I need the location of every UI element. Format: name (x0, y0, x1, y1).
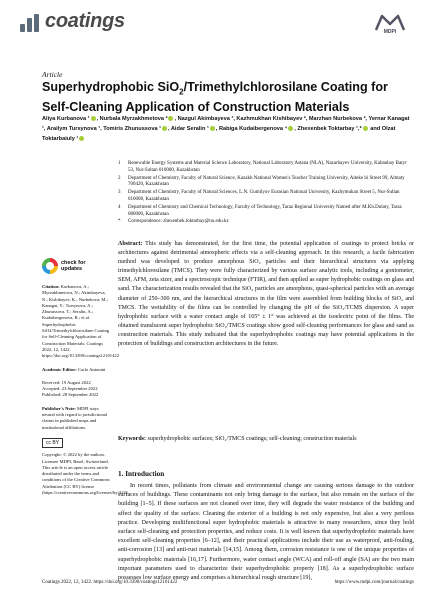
orcid-icon[interactable] (363, 126, 368, 131)
mdpi-logo-text: MDPI (383, 29, 397, 34)
orcid-icon[interactable] (210, 126, 215, 131)
author[interactable]: Kazhmukhan Kishibayev ² (236, 116, 306, 122)
citation-block: Citation: Kurbanova, A.; Myrzakhmetova, N.; Akimbayeva, N.; Kishibayev, K.; Nurbekova, M.; Kanagat, Y.; Tursynova, A.; Zhunussova, T.; Seralin, A.; Kudaibergenova, R.; et al. Superhydrophobic SiO2/Trimethylchlorosilane Coating for Self-Cleaning Application of Construction Materials. Coatings 2022, 12, 1422. https://doi.org/10.3390/coatings12101422 (42, 284, 119, 359)
journal-header (16, 10, 125, 33)
affiliation-item: 2 Department of Chemistry, Faculty of Natural Science, Kazakh National Women's Teacher Training University, Aiteke bi Street 99, Almaty 700420, Kazakhstan (118, 175, 405, 188)
orcid-icon[interactable] (91, 116, 96, 121)
accepted-date: Accepted: 23 September 2022 (42, 386, 98, 392)
check-updates-icon (42, 258, 58, 274)
author[interactable]: Marzhan Nurbekova ² (308, 116, 366, 122)
author[interactable]: Arailym Tursynova ¹ (46, 126, 101, 132)
cc-license-badge[interactable]: cc BY (42, 438, 63, 448)
publisher-note: Publisher's Note: MDPI stays neutral with regard to jurisdictional claims in published maps and institutional affiliations. (42, 405, 108, 430)
orcid-icon[interactable] (162, 126, 167, 131)
correspondence: * Correspondence: zhexenbek.toktarbay@nu.edu.kz (118, 219, 229, 225)
paper-title: Superhydrophobic SiO$_2$/Trimethylchlorosilane Coating for Self-Cleaning Application of Construction Materials (42, 80, 388, 115)
footer-journal-url[interactable]: https://www.mdpi.com/journal/coatings (334, 580, 414, 585)
affiliations (118, 161, 414, 227)
published-date: Published: 28 September 2022 (42, 392, 99, 398)
copyright-notice: Copyright: © 2022 by the authors. Licensee MDPI, Basel, Switzerland. This article is an open access article distributed under the terms and conditions of the Creative Commons Attribution (CC BY) license (https://creativecommons.org/licenses/by/4.0/). (42, 452, 129, 496)
keywords (118, 435, 414, 443)
affiliation-item: 4 Department of Chemistry and Chemical Technology, Faculty of Technology, Taraz Regional University Named after M.Kh.Dulaty, Taraz 080000, Kazakhstan (118, 204, 402, 217)
affiliation-item: 1 Renewable Energy Systems and Material Science Laboratory, National Laboratory Astana (NLA), Nazarbayev University, Kabanbay Batyr 53, Nur-Sultan 010000, Kazakhstan (118, 161, 407, 173)
author-list: Aliya Kurbanova ¹ , Nurbala Myrzakhmetova ² , Nazgul Akimbayeva ³, Kazhmukhan Kishibayev ², Marzhan Nurbekova ², Yernar Kanagat ¹, Arailym Tursynova ¹, Tomiris Zhunussova ¹ , Aidar Seralin ¹ , Rabiga Kudaibergenova ⁴ , Zhexenbek Toktarbay ¹,* and Olzat Toktarbaiuly ¹ (42, 116, 410, 142)
orcid-icon[interactable] (79, 136, 84, 141)
dates-block (42, 380, 110, 399)
abstract (118, 240, 414, 349)
introduction-text: In recent times, pollutants from climate and environmental change are causing serious damage to the outdoor surfaces of buildings. These contaminants not only bring damage to the surface, but also remain on the surface of the building [1–5]. If these surfaces are not cleaned over time, they will degrade the water resistance of the building and affect the quality of the surface. Cleaning the exterior of a building is not only expensive, but also a very perilous practice. Developing multifunctional super hydrophobic materials is attractive to many researchers, since they hold surface self-cleaning and protection properties, and reduce costs. It is well known that superhydrophobic materials have excellent self-cleaning properties [6–12], and their practical applications include their use as waterproof, anti-fouling, anti-corrosion [13] and anti-rust materials [14,15]. Among them, corrosion resistance is one of the unique properties of superhydrophobic materials [16,17]. Furthermore, water contact angle (WCA) and roll-off angle (SA) are the two main important parameters used to characterize their superhydrophobic property [18]. As a superhydrophobic surface possesses low surface energy and comprises a hierarchical rough structure [19], (118, 483, 414, 582)
section-heading: 1. Introduction (118, 470, 165, 478)
keywords-text: superhydrophobic surfaces; SiO₂/TMCS coatings; self-cleaning; construction materials (147, 436, 357, 442)
journal-name[interactable]: coatings (45, 10, 125, 32)
author[interactable]: Yernar Kanagat ¹ (42, 116, 410, 132)
journal-logo-icon (16, 12, 42, 32)
orcid-icon[interactable] (288, 126, 293, 131)
author[interactable]: Olzat Toktarbaiuly ¹ (42, 126, 396, 142)
author[interactable]: Rabiga Kudaibergenova ⁴ (218, 126, 288, 132)
keywords-label: Keywords: (118, 436, 146, 442)
mdpi-logo[interactable] (372, 12, 408, 34)
author[interactable]: Tomiris Zhunussova ¹ (103, 126, 161, 132)
author[interactable]: Zhexenbek Toktarbay ¹,* (297, 126, 362, 132)
affiliation-item: 3 Department of Chemistry, Faculty of Natural Sciences, L.N. Gumilyov Eurasian National University, Kazhymukan Street 5, Nur-Sultan 010008, Kazakhstan (118, 190, 400, 202)
author[interactable]: Aliya Kurbanova ¹ (42, 116, 90, 122)
orcid-icon[interactable] (168, 116, 173, 121)
author[interactable]: Nurbala Myrzakhmetova ² (99, 116, 168, 122)
author[interactable]: Nazgul Akimbayeva ³ (177, 116, 234, 122)
check-for-updates-button[interactable]: check for updates (42, 258, 110, 274)
received-date: Received: 19 August 2022 (42, 379, 91, 385)
page-footer (42, 580, 414, 585)
author[interactable]: Aidar Seralin ¹ (170, 126, 209, 132)
mdpi-logo-icon (372, 12, 408, 34)
article-type: Article (42, 70, 63, 79)
article-sidebar (42, 258, 129, 503)
abstract-label: Abstract: (118, 241, 143, 247)
abstract-text: This study has demonstrated, for the first time, the potential application of coatings to protect bricks or architectures against detrimental atmospheric effects via a self-cleaning approach. In this research, a facile fabrication method was developed to produce amorphous SiO₂ particles and their hierarchical structures via applying trimethylchlorosilane (TMCS). They were fully characterized by various surface analytic tools, including a goniometer, SEM, AFM, zeta sizer, and a spectroscopic technique (FTIR), and then applied as super hydrophobic coatings on glass and sand. The characterization results revealed that the SiO₂ particles are amorphous, quasi-spherical particles with an average diameter of 250–300 nm, and the hierarchical structures in the film were assembled from building blocks of SiO₂ and TMCS. The wettability of the films can be controlled by changing the pH of the SiO₂/TCMS dispersion. A super hydrophobic surface with a water contact angle of 165° ± 1° was achieved at the isoelectric point of the films. The obtained translucent super hydrophobic SiO₂/TMCS coatings show good self-cleaning performances for glass and sand as construction materials. This study indicated that the superhydrophobic coatings may have potential applications in the protection of buildings and construction architectures in the future. (118, 241, 414, 348)
footer-citation[interactable]: Coatings 2022, 12, 1422. https://doi.org/10.3390/coatings12101422 (42, 580, 178, 585)
academic-editor: Academic Editor: Carlo Antonini (42, 366, 106, 372)
